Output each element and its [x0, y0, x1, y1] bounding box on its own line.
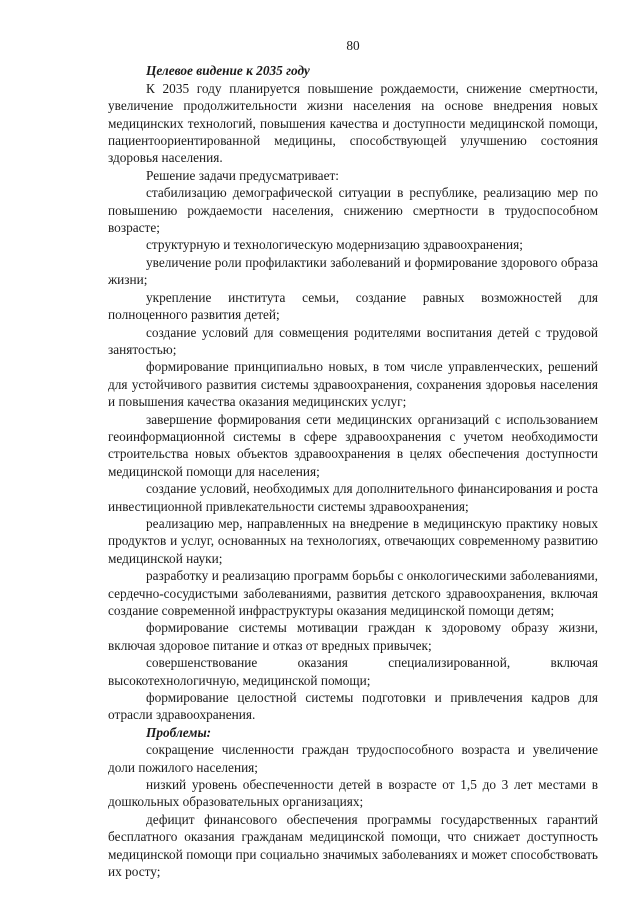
solution-item: укрепление института семьи, создание равных возможностей для полноценного развития детей; — [108, 289, 598, 323]
problem-item: низкий уровень обеспеченности детей в возрасте от 1,5 до 3 лет местами в дошкольных образовательных организациях; — [108, 777, 598, 810]
solution-intro: Решение задачи предусматривает: — [146, 167, 339, 183]
solution-item: стабилизацию демографической ситуации в республике, реализацию мер по повышению рождаемости населения, снижению смертности в трудоспособном возрасте; — [108, 185, 598, 236]
solution-item: совершенствование оказания специализированной, включая высокотехнологичную, медицинской помощи; — [108, 655, 598, 688]
solution-item: создание условий, необходимых для дополнительного финансирования и роста инвестиционной привлекательности системы здравоохранения; — [108, 481, 598, 514]
intro-paragraph: К 2035 году планируется повышение рождаемости, снижение смертности, увеличение продолжительности жизни населения на основе внедрения новых медицинских технологий, повышения качества и доступности медицинской помощи, пациентоориентированной медицины, способствующей улучшению состояния здоровья населения. — [108, 80, 598, 166]
section-heading-vision: Целевое видение к 2035 году — [146, 63, 310, 79]
problem-item: сокращение численности граждан трудоспособного возраста и увеличение доли пожилого населения; — [108, 742, 598, 775]
solution-item: формирование принципиально новых, в том числе управленческих, решений для устойчивого развития системы здравоохранения, сохранения здоровья населения и повышения качества оказания медицинских услуг; — [108, 359, 598, 410]
solution-item: структурную и технологическую модернизацию здравоохранения; — [146, 237, 523, 253]
solution-item: реализацию мер, направленных на внедрение в медицинскую практику новых продуктов и услуг, основанных на технологиях, отвечающих современному развитию медицинской науки; — [108, 515, 598, 566]
solution-item: формирование системы мотивации граждан к здоровому образу жизни, включая здоровое питание и отказ от вредных привычек; — [108, 620, 598, 653]
solution-item: разработку и реализацию программ борьбы с онкологическими заболеваниями, сердечно-сосудистыми заболеваниями, развития детского здравоохранения, включая создание современной инфраструктуры оказания медицинской помощи детям; — [108, 568, 598, 618]
page-number: 80 — [346, 38, 360, 53]
solution-item: завершение формирования сети медицинских организаций с использованием геоинформационной системы в сфере здравоохранения с учетом необходимости строительства новых объектов здравоохранения в целях обеспечения доступности медицинской помощи для населения; — [108, 411, 598, 479]
solution-item: создание условий для совмещения родителями воспитания детей с трудовой занятостью; — [108, 324, 598, 357]
solution-item: увеличение роли профилактики заболеваний и формирование здорового образа жизни; — [108, 254, 598, 288]
solution-item: формирование целостной системы подготовки и привлечения кадров для отрасли здравоохранения. — [108, 690, 598, 723]
section-heading-problems: Проблемы: — [146, 724, 212, 740]
document-page — [108, 37, 598, 881]
problem-item: дефицит финансового обеспечения программы государственных гарантий бесплатного оказания гражданам медицинской помощи, что снижает доступность медицинской помощи при социально значимых заболеваниях и может способствовать их росту; — [108, 811, 598, 880]
